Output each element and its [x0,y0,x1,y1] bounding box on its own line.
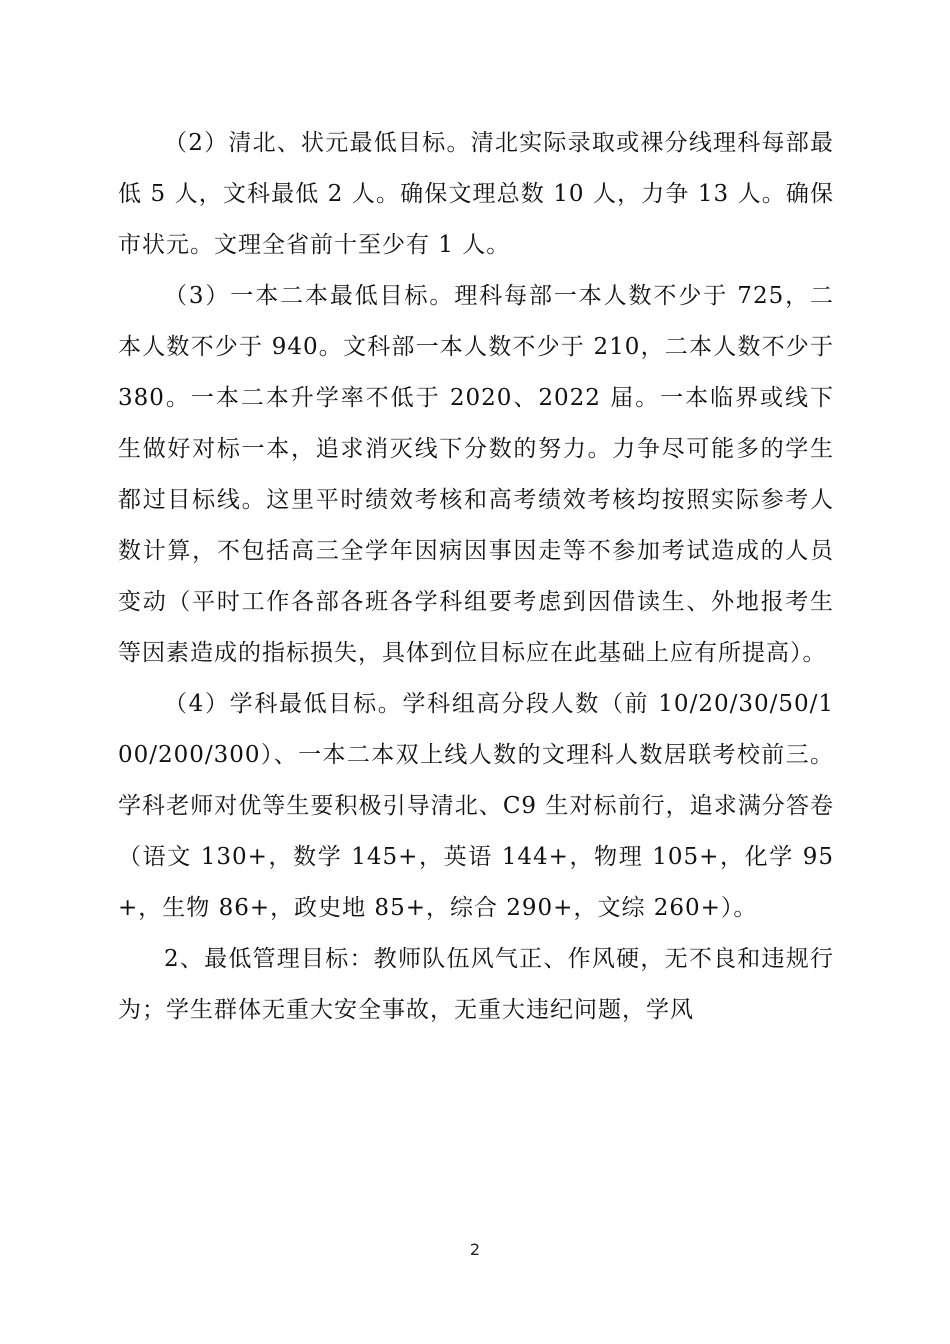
paragraph-goal-2: （2）清北、状元最低目标。清北实际录取或裸分线理科每部最低 5 人，文科最低 2 人。确保文理总数 10 人，力争 13 人。确保市状元。文理全省前十至少有 1 人。 [118,130,834,258]
paragraph-goal-3: （3）一本二本最低目标。理科每部一本人数不少于 725，二本人数不少于 940。文科部一本人数不少于 210，二本人数不少于 380。一本二本升学率不低于 2020、2022 届。一本临界或线下生做好对标一本，追求消灭线下分数的努力。力争尽可能多的学生都过目标线。这里平时绩效考核和高考绩效考核均按照实际参考人数计算，不包括高三全学年因病因事因走等不参加考试造成的人员变动（平时工作各部各班各学科组要考虑到因借读生、外地报考生等因素造成的指标损失，具体到位目标应在此基础上应有所提高）。 [118,283,834,666]
page-number: 2 [469,1240,481,1259]
paragraph-management-goal: 2、最低管理目标：教师队伍风气正、作风硬，无不良和违规行为；学生群体无重大安全事故，无重大违纪问题，学风 [118,946,834,1023]
paragraph-goal-4: （4）学科最低目标。学科组高分段人数（前 10/20/30/50/100/200/300）、一本二本双上线人数的文理科人数居联考校前三。学科老师对优等生要积极引导清北、C9 生对标前行，追求满分答卷（语文 130+，数学 145+，英语 144+，物理 105+，化学 95+，生物 86+，政史地 85+，综合 290+，文综 260+）。 [118,691,834,921]
document-body [118,118,834,1036]
